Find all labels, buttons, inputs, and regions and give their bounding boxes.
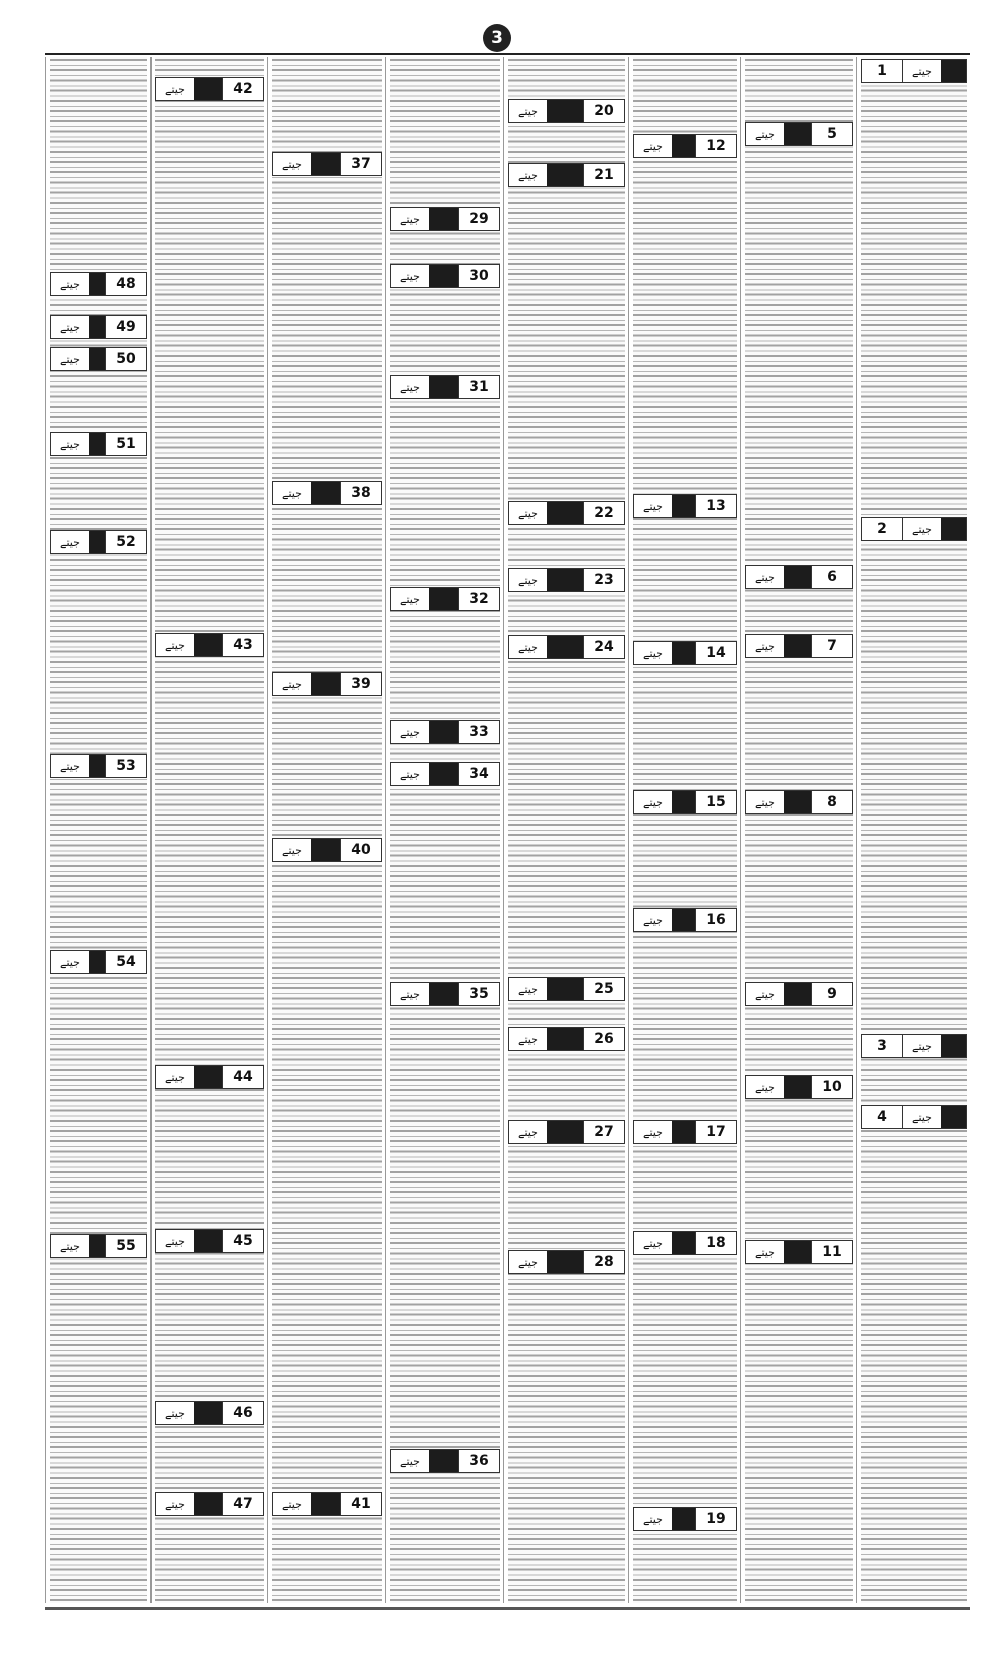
header-black-bar — [89, 1235, 105, 1257]
header-black-bar — [547, 1028, 583, 1050]
item-number: 46 — [222, 1402, 263, 1424]
item-number: 9 — [811, 983, 852, 1005]
header-black-bar — [941, 60, 966, 82]
item-label: جیتے — [51, 433, 89, 455]
item-header-46 — [155, 1401, 264, 1425]
item-number: 17 — [695, 1121, 736, 1143]
item-label: جیتے — [509, 1251, 547, 1273]
header-black-bar — [941, 518, 966, 540]
column-8 — [45, 57, 152, 1603]
header-black-bar — [672, 642, 695, 664]
item-label: جیتے — [391, 763, 429, 785]
item-number: 55 — [105, 1235, 146, 1257]
column-2 — [740, 57, 857, 1603]
item-label: جیتے — [391, 588, 429, 610]
item-header-20 — [508, 99, 625, 123]
header-black-bar — [784, 1241, 811, 1263]
item-label: جیتے — [634, 135, 672, 157]
item-number: 30 — [458, 265, 499, 287]
header-black-bar — [89, 531, 105, 553]
item-header-7 — [745, 634, 853, 658]
page-number: 3 — [483, 24, 511, 52]
item-header-32 — [390, 587, 500, 611]
item-header-13 — [633, 494, 737, 518]
item-header-34 — [390, 762, 500, 786]
header-black-bar — [784, 566, 811, 588]
item-number: 22 — [583, 502, 624, 524]
item-header-14 — [633, 641, 737, 665]
item-header-26 — [508, 1027, 625, 1051]
item-label: جیتے — [746, 123, 784, 145]
item-header-36 — [390, 1449, 500, 1473]
column-3 — [628, 57, 741, 1603]
item-header-4 — [861, 1105, 967, 1129]
item-header-55 — [50, 1234, 147, 1258]
item-number: 35 — [458, 983, 499, 1005]
item-header-33 — [390, 720, 500, 744]
item-label: جیتے — [156, 78, 194, 100]
item-number: 50 — [105, 348, 146, 370]
item-label: جیتے — [156, 634, 194, 656]
item-number: 27 — [583, 1121, 624, 1143]
item-number: 47 — [222, 1493, 263, 1515]
item-label: جیتے — [903, 1106, 941, 1128]
item-label: جیتے — [273, 1493, 311, 1515]
item-number: 43 — [222, 634, 263, 656]
item-header-1 — [861, 59, 967, 83]
item-header-51 — [50, 432, 147, 456]
header-black-bar — [429, 265, 458, 287]
item-label: جیتے — [51, 755, 89, 777]
item-header-43 — [155, 633, 264, 657]
column-7 — [150, 57, 268, 1603]
item-label: جیتے — [634, 1232, 672, 1254]
header-black-bar — [429, 983, 458, 1005]
item-number: 29 — [458, 208, 499, 230]
item-number: 31 — [458, 376, 499, 398]
header-black-bar — [941, 1106, 966, 1128]
item-number: 54 — [105, 951, 146, 973]
item-label: جیتے — [391, 721, 429, 743]
item-number: 37 — [340, 153, 381, 175]
item-header-44 — [155, 1065, 264, 1089]
item-label: جیتے — [634, 495, 672, 517]
item-label: جیتے — [746, 635, 784, 657]
item-number: 38 — [340, 482, 381, 504]
item-number: 28 — [583, 1251, 624, 1273]
top-rule — [45, 53, 970, 55]
item-number: 42 — [222, 78, 263, 100]
item-number: 24 — [583, 636, 624, 658]
header-black-bar — [547, 636, 583, 658]
item-header-24 — [508, 635, 625, 659]
item-number: 12 — [695, 135, 736, 157]
item-header-39 — [272, 672, 382, 696]
item-number: 3 — [862, 1035, 903, 1057]
item-number: 39 — [340, 673, 381, 695]
column-5 — [385, 57, 504, 1603]
header-black-bar — [784, 791, 811, 813]
item-header-31 — [390, 375, 500, 399]
item-number: 34 — [458, 763, 499, 785]
column-1 — [856, 57, 971, 1603]
header-black-bar — [784, 1076, 811, 1098]
item-label: جیتے — [51, 951, 89, 973]
item-label: جیتے — [509, 502, 547, 524]
item-number: 4 — [862, 1106, 903, 1128]
item-header-27 — [508, 1120, 625, 1144]
header-black-bar — [784, 635, 811, 657]
bottom-rule — [45, 1607, 970, 1610]
item-number: 25 — [583, 978, 624, 1000]
header-black-bar — [547, 100, 583, 122]
item-header-48 — [50, 272, 147, 296]
header-black-bar — [89, 755, 105, 777]
urdu-text-block — [155, 57, 264, 1603]
item-number: 13 — [695, 495, 736, 517]
item-number: 52 — [105, 531, 146, 553]
header-black-bar — [672, 909, 695, 931]
header-black-bar — [89, 316, 105, 338]
item-label: جیتے — [156, 1066, 194, 1088]
item-header-35 — [390, 982, 500, 1006]
item-label: جیتے — [156, 1402, 194, 1424]
header-black-bar — [672, 791, 695, 813]
header-black-bar — [429, 376, 458, 398]
column-6 — [267, 57, 386, 1603]
item-header-10 — [745, 1075, 853, 1099]
item-header-53 — [50, 754, 147, 778]
item-number: 2 — [862, 518, 903, 540]
item-number: 21 — [583, 164, 624, 186]
item-number: 8 — [811, 791, 852, 813]
item-number: 1 — [862, 60, 903, 82]
header-black-bar — [429, 588, 458, 610]
header-black-bar — [429, 208, 458, 230]
item-header-54 — [50, 950, 147, 974]
item-header-38 — [272, 481, 382, 505]
header-black-bar — [429, 763, 458, 785]
header-black-bar — [429, 721, 458, 743]
header-black-bar — [784, 123, 811, 145]
item-header-45 — [155, 1229, 264, 1253]
header-black-bar — [672, 135, 695, 157]
header-black-bar — [672, 1508, 695, 1530]
header-black-bar — [194, 78, 222, 100]
urdu-text-block — [745, 57, 853, 1603]
item-label: جیتے — [509, 100, 547, 122]
item-header-40 — [272, 838, 382, 862]
item-label: جیتے — [509, 978, 547, 1000]
item-label: جیتے — [634, 1121, 672, 1143]
item-label: جیتے — [51, 316, 89, 338]
header-black-bar — [311, 1493, 340, 1515]
item-header-47 — [155, 1492, 264, 1516]
item-label: جیتے — [273, 839, 311, 861]
item-label: جیتے — [273, 482, 311, 504]
item-header-42 — [155, 77, 264, 101]
item-label: جیتے — [51, 348, 89, 370]
item-label: جیتے — [509, 569, 547, 591]
item-number: 33 — [458, 721, 499, 743]
item-label: جیتے — [156, 1230, 194, 1252]
item-number: 41 — [340, 1493, 381, 1515]
item-label: جیتے — [51, 1235, 89, 1257]
item-header-25 — [508, 977, 625, 1001]
item-header-21 — [508, 163, 625, 187]
header-black-bar — [89, 433, 105, 455]
header-black-bar — [941, 1035, 966, 1057]
item-label: جیتے — [746, 1241, 784, 1263]
item-label: جیتے — [903, 1035, 941, 1057]
item-number: 19 — [695, 1508, 736, 1530]
item-number: 40 — [340, 839, 381, 861]
item-header-30 — [390, 264, 500, 288]
header-black-bar — [194, 1493, 222, 1515]
item-number: 20 — [583, 100, 624, 122]
item-label: جیتے — [156, 1493, 194, 1515]
item-label: جیتے — [51, 273, 89, 295]
item-label: جیتے — [391, 265, 429, 287]
item-label: جیتے — [51, 531, 89, 553]
header-black-bar — [672, 495, 695, 517]
item-label: جیتے — [634, 909, 672, 931]
item-number: 26 — [583, 1028, 624, 1050]
item-header-15 — [633, 790, 737, 814]
header-black-bar — [311, 839, 340, 861]
item-number: 14 — [695, 642, 736, 664]
item-number: 36 — [458, 1450, 499, 1472]
item-number: 7 — [811, 635, 852, 657]
header-black-bar — [547, 502, 583, 524]
header-black-bar — [89, 273, 105, 295]
header-black-bar — [311, 482, 340, 504]
item-number: 53 — [105, 755, 146, 777]
item-label: جیتے — [509, 636, 547, 658]
item-number: 23 — [583, 569, 624, 591]
item-number: 5 — [811, 123, 852, 145]
item-label: جیتے — [634, 1508, 672, 1530]
item-label: جیتے — [509, 1121, 547, 1143]
item-number: 44 — [222, 1066, 263, 1088]
item-header-23 — [508, 568, 625, 592]
item-header-41 — [272, 1492, 382, 1516]
urdu-text-block — [633, 57, 737, 1603]
urdu-text-block — [272, 57, 382, 1603]
header-black-bar — [429, 1450, 458, 1472]
item-label: جیتے — [634, 642, 672, 664]
item-header-37 — [272, 152, 382, 176]
item-label: جیتے — [903, 518, 941, 540]
header-black-bar — [547, 569, 583, 591]
header-black-bar — [547, 1121, 583, 1143]
item-number: 11 — [811, 1241, 852, 1263]
item-number: 6 — [811, 566, 852, 588]
item-number: 48 — [105, 273, 146, 295]
item-number: 51 — [105, 433, 146, 455]
item-label: جیتے — [746, 983, 784, 1005]
item-number: 18 — [695, 1232, 736, 1254]
item-label: جیتے — [746, 566, 784, 588]
item-label: جیتے — [391, 376, 429, 398]
item-header-2 — [861, 517, 967, 541]
item-header-18 — [633, 1231, 737, 1255]
item-header-3 — [861, 1034, 967, 1058]
item-header-19 — [633, 1507, 737, 1531]
item-label: جیتے — [746, 791, 784, 813]
item-header-11 — [745, 1240, 853, 1264]
header-black-bar — [672, 1121, 695, 1143]
item-label: جیتے — [903, 60, 941, 82]
header-black-bar — [672, 1232, 695, 1254]
header-black-bar — [547, 978, 583, 1000]
item-header-9 — [745, 982, 853, 1006]
item-header-22 — [508, 501, 625, 525]
urdu-text-block — [390, 57, 500, 1603]
header-black-bar — [194, 1066, 222, 1088]
item-header-49 — [50, 315, 147, 339]
header-black-bar — [89, 951, 105, 973]
item-header-8 — [745, 790, 853, 814]
column-4 — [503, 57, 629, 1603]
header-black-bar — [89, 348, 105, 370]
header-black-bar — [784, 983, 811, 1005]
item-label: جیتے — [391, 208, 429, 230]
item-number: 49 — [105, 316, 146, 338]
item-number: 15 — [695, 791, 736, 813]
urdu-text-block — [861, 57, 967, 1603]
header-black-bar — [194, 1230, 222, 1252]
item-label: جیتے — [509, 1028, 547, 1050]
header-black-bar — [547, 164, 583, 186]
item-header-29 — [390, 207, 500, 231]
item-number: 16 — [695, 909, 736, 931]
item-label: جیتے — [391, 1450, 429, 1472]
item-label: جیتے — [273, 673, 311, 695]
item-header-17 — [633, 1120, 737, 1144]
item-label: جیتے — [391, 983, 429, 1005]
item-header-12 — [633, 134, 737, 158]
item-header-6 — [745, 565, 853, 589]
header-black-bar — [547, 1251, 583, 1273]
item-header-16 — [633, 908, 737, 932]
item-label: جیتے — [509, 164, 547, 186]
header-black-bar — [194, 1402, 222, 1424]
header-black-bar — [194, 634, 222, 656]
urdu-text-block — [508, 57, 625, 1603]
item-number: 32 — [458, 588, 499, 610]
item-header-28 — [508, 1250, 625, 1274]
item-label: جیتے — [634, 791, 672, 813]
item-label: جیتے — [746, 1076, 784, 1098]
item-header-50 — [50, 347, 147, 371]
header-black-bar — [311, 153, 340, 175]
item-label: جیتے — [273, 153, 311, 175]
header-black-bar — [311, 673, 340, 695]
item-header-5 — [745, 122, 853, 146]
item-number: 45 — [222, 1230, 263, 1252]
item-number: 10 — [811, 1076, 852, 1098]
item-header-52 — [50, 530, 147, 554]
